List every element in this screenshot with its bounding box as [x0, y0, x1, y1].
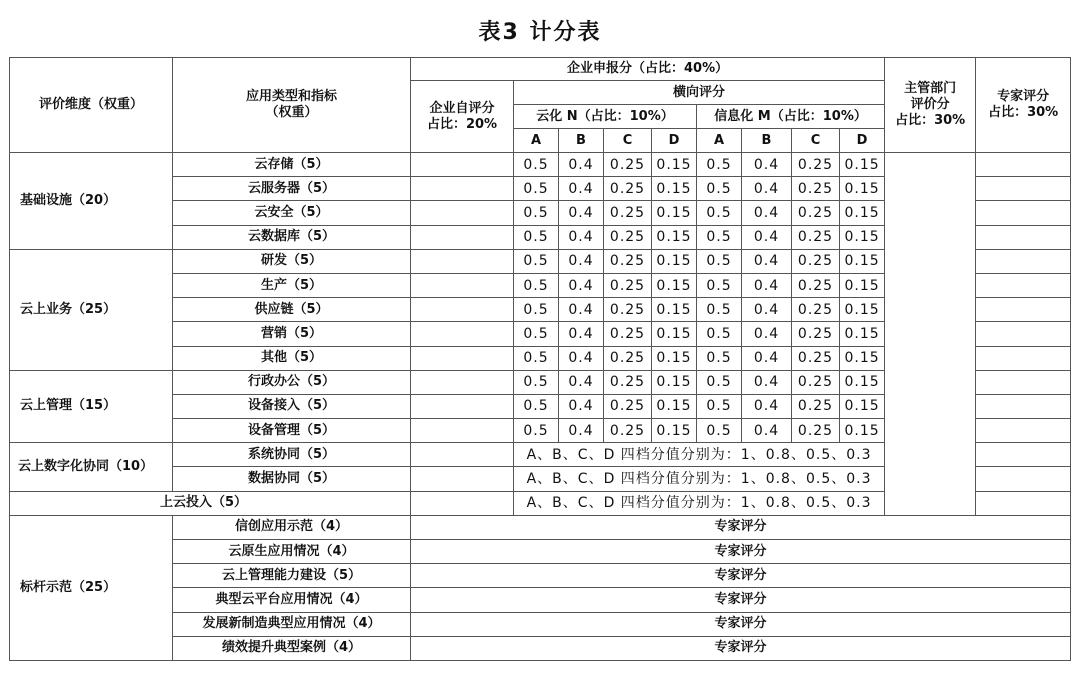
grade-value: 0.15	[840, 201, 885, 225]
self-score-cell	[411, 419, 514, 443]
grade-value: 0.25	[792, 346, 840, 370]
expert-score-cell: 专家评分	[411, 612, 1071, 636]
grade-value: 0.25	[792, 298, 840, 322]
header-self-score	[411, 81, 514, 153]
grade-value: 0.5	[697, 370, 742, 394]
grade-letter: C	[604, 129, 652, 153]
grade-value: 0.4	[559, 225, 604, 249]
header-expert-score	[976, 58, 1071, 153]
grade-value: 0.5	[514, 394, 559, 418]
grade-value: 0.4	[742, 153, 792, 177]
indicator-cell: 设备接入（5）	[173, 394, 411, 418]
expert-blank-cell	[976, 249, 1071, 273]
indicator-cell: 数据协同（5）	[173, 467, 411, 491]
self-score-cell	[411, 467, 514, 491]
header-dept-score	[885, 58, 976, 153]
grade-letter: D	[652, 129, 697, 153]
grade-value: 0.15	[652, 322, 697, 346]
grade-value: 0.5	[697, 153, 742, 177]
grade-value: 0.15	[840, 298, 885, 322]
grade-value: 0.15	[840, 153, 885, 177]
indicator-cell: 云原生应用情况（4）	[173, 540, 411, 564]
header-info: 信息化 M（占比：10%）	[697, 105, 885, 129]
expert-score-cell: 专家评分	[411, 515, 1071, 539]
self-score-cell	[411, 370, 514, 394]
grade-value: 0.4	[559, 346, 604, 370]
self-score-cell	[411, 443, 514, 467]
header-app-type-line1: 应用类型和指标	[245, 89, 337, 104]
grade-value: 0.15	[840, 273, 885, 297]
header-cloud: 云化 N（占比：10%）	[514, 105, 697, 129]
grade-value: 0.4	[742, 225, 792, 249]
indicator-cell: 云服务器（5）	[173, 177, 411, 201]
indicator-cell: 研发（5）	[173, 249, 411, 273]
expert-blank-cell	[976, 467, 1071, 491]
header-expert-line1: 专家评分	[997, 89, 1050, 104]
grade-value: 0.5	[514, 322, 559, 346]
expert-score-cell: 专家评分	[411, 564, 1071, 588]
grade-value: 0.4	[559, 419, 604, 443]
grade-value: 0.4	[742, 419, 792, 443]
rate-note: A、B、C、D 四档分值分别为：1、0.8、0.5、0.3	[514, 443, 885, 467]
self-score-cell	[411, 322, 514, 346]
dept-score-cell	[885, 153, 976, 516]
header-expert-line2: 占比：30%	[988, 105, 1059, 120]
expert-blank-cell	[976, 298, 1071, 322]
grade-value: 0.5	[514, 298, 559, 322]
expert-blank-cell	[976, 394, 1071, 418]
header-dept-line1: 主管部门	[904, 81, 957, 96]
grade-value: 0.25	[604, 346, 652, 370]
dimension-investment: 上云投入（5）	[10, 491, 411, 515]
self-score-cell	[411, 346, 514, 370]
indicator-cell: 行政办公（5）	[173, 370, 411, 394]
page-title: 表3 计分表	[478, 20, 602, 45]
grade-value: 0.25	[604, 249, 652, 273]
expert-blank-cell	[976, 225, 1071, 249]
grade-letter: B	[559, 129, 604, 153]
grade-letter: D	[840, 129, 885, 153]
grade-value: 0.25	[792, 249, 840, 273]
header-self-line1: 企业自评分	[429, 100, 495, 116]
grade-value: 0.15	[840, 394, 885, 418]
grade-value: 0.15	[840, 249, 885, 273]
header-app-type-line2: （权重）	[265, 105, 318, 120]
grade-value: 0.25	[604, 370, 652, 394]
grade-value: 0.5	[514, 249, 559, 273]
grade-value: 0.25	[604, 394, 652, 418]
grade-value: 0.5	[697, 322, 742, 346]
self-score-cell	[411, 298, 514, 322]
grade-value: 0.15	[652, 177, 697, 201]
grade-value: 0.15	[652, 370, 697, 394]
grade-value: 0.4	[742, 394, 792, 418]
grade-value: 0.25	[604, 298, 652, 322]
grade-value: 0.25	[604, 177, 652, 201]
grade-value: 0.25	[604, 225, 652, 249]
grade-value: 0.15	[652, 394, 697, 418]
dimension-collab: 云上数字化协同（10）	[10, 443, 173, 491]
grade-value: 0.4	[559, 370, 604, 394]
grade-value: 0.5	[697, 249, 742, 273]
header-dept-line2: 评价分	[910, 97, 950, 112]
indicator-cell: 信创应用示范（4）	[173, 515, 411, 539]
dimension-benchmark: 标杆示范（25）	[10, 515, 173, 660]
grade-value: 0.5	[697, 225, 742, 249]
grade-value: 0.15	[652, 346, 697, 370]
indicator-cell: 营销（5）	[173, 322, 411, 346]
grade-value: 0.5	[514, 201, 559, 225]
grade-value: 0.4	[559, 273, 604, 297]
indicator-cell: 典型云平台应用情况（4）	[173, 588, 411, 612]
indicator-cell: 设备管理（5）	[173, 419, 411, 443]
rate-note: A、B、C、D 四档分值分别为：1、0.8、0.5、0.3	[514, 491, 885, 515]
header-app-type	[173, 58, 411, 153]
indicator-cell: 云上管理能力建设（5）	[173, 564, 411, 588]
grade-value: 0.25	[792, 177, 840, 201]
grade-value: 0.25	[604, 419, 652, 443]
self-score-cell	[411, 394, 514, 418]
expert-blank-cell	[976, 419, 1071, 443]
grade-value: 0.15	[840, 322, 885, 346]
grade-value: 0.4	[559, 249, 604, 273]
indicator-cell: 生产（5）	[173, 273, 411, 297]
grade-value: 0.25	[604, 153, 652, 177]
indicator-cell: 云存储（5）	[173, 153, 411, 177]
grade-value: 0.5	[697, 298, 742, 322]
expert-blank-cell	[976, 201, 1071, 225]
grade-value: 0.15	[652, 419, 697, 443]
grade-value: 0.15	[840, 419, 885, 443]
expert-blank-cell	[976, 346, 1071, 370]
grade-value: 0.4	[742, 273, 792, 297]
grade-value: 0.25	[792, 419, 840, 443]
grade-value: 0.4	[742, 298, 792, 322]
expert-blank-cell	[976, 491, 1071, 515]
grade-value: 0.25	[792, 370, 840, 394]
grade-value: 0.4	[559, 177, 604, 201]
grade-value: 0.5	[514, 177, 559, 201]
dimension-infra: 基础设施（20）	[10, 153, 173, 250]
grade-value: 0.5	[697, 201, 742, 225]
dimension-management: 云上管理（15）	[10, 370, 173, 443]
expert-blank-cell	[976, 322, 1071, 346]
grade-value: 0.4	[559, 322, 604, 346]
grade-value: 0.25	[604, 273, 652, 297]
grade-value: 0.5	[697, 346, 742, 370]
grade-value: 0.25	[792, 153, 840, 177]
grade-value: 0.15	[652, 201, 697, 225]
grade-value: 0.5	[697, 177, 742, 201]
grade-letter: B	[742, 129, 792, 153]
indicator-cell: 供应链（5）	[173, 298, 411, 322]
grade-value: 0.15	[652, 153, 697, 177]
indicator-cell: 发展新制造典型应用情况（4）	[173, 612, 411, 636]
expert-score-cell: 专家评分	[411, 540, 1071, 564]
header-enterprise-report: 企业申报分（占比：40%）	[411, 58, 885, 81]
grade-value: 0.4	[742, 370, 792, 394]
indicator-cell: 云安全（5）	[173, 201, 411, 225]
grade-value: 0.5	[514, 419, 559, 443]
grade-value: 0.15	[652, 249, 697, 273]
expert-blank-cell	[976, 177, 1071, 201]
header-self-line2: 占比：20%	[426, 116, 498, 132]
self-score-cell	[411, 225, 514, 249]
grade-value: 0.25	[792, 201, 840, 225]
grade-value: 0.5	[697, 394, 742, 418]
grade-value: 0.5	[697, 419, 742, 443]
grade-value: 0.4	[559, 153, 604, 177]
indicator-cell: 绩效提升典型案例（4）	[173, 636, 411, 660]
grade-letter: A	[697, 129, 742, 153]
grade-value: 0.15	[652, 273, 697, 297]
self-score-cell	[411, 153, 514, 177]
grade-value: 0.4	[559, 201, 604, 225]
grade-value: 0.5	[514, 346, 559, 370]
grade-value: 0.5	[697, 273, 742, 297]
grade-value: 0.25	[792, 225, 840, 249]
self-score-cell	[411, 201, 514, 225]
dimension-business: 云上业务（25）	[10, 249, 173, 370]
grade-value: 0.4	[559, 394, 604, 418]
grade-value: 0.4	[742, 201, 792, 225]
grade-value: 0.5	[514, 225, 559, 249]
expert-blank-cell	[976, 370, 1071, 394]
score-table	[9, 57, 1071, 661]
self-score-cell	[411, 177, 514, 201]
grade-value: 0.25	[604, 322, 652, 346]
header-horizontal: 横向评分	[514, 81, 885, 105]
grade-value: 0.4	[742, 249, 792, 273]
indicator-cell: 云数据库（5）	[173, 225, 411, 249]
grade-value: 0.25	[792, 394, 840, 418]
grade-value: 0.25	[792, 322, 840, 346]
header-dimension: 评价维度（权重）	[10, 58, 173, 153]
self-score-cell	[411, 273, 514, 297]
grade-value: 0.5	[514, 153, 559, 177]
grade-value: 0.25	[792, 273, 840, 297]
indicator-cell: 系统协同（5）	[173, 443, 411, 467]
grade-value: 0.15	[652, 298, 697, 322]
header-dept-line3: 占比：30%	[895, 113, 966, 128]
self-score-cell	[411, 491, 514, 515]
grade-letter: A	[514, 129, 559, 153]
grade-value: 0.15	[840, 177, 885, 201]
expert-blank-cell	[976, 273, 1071, 297]
grade-value: 0.4	[742, 346, 792, 370]
grade-value: 0.15	[652, 225, 697, 249]
grade-value: 0.15	[840, 370, 885, 394]
expert-blank-cell	[976, 153, 1071, 177]
grade-value: 0.25	[604, 201, 652, 225]
expert-score-cell: 专家评分	[411, 636, 1071, 660]
expert-blank-cell	[976, 443, 1071, 467]
grade-value: 0.5	[514, 273, 559, 297]
grade-value: 0.4	[559, 298, 604, 322]
indicator-cell: 其他（5）	[173, 346, 411, 370]
grade-value: 0.15	[840, 346, 885, 370]
rate-note: A、B、C、D 四档分值分别为：1、0.8、0.5、0.3	[514, 467, 885, 491]
grade-value: 0.5	[514, 370, 559, 394]
grade-value: 0.15	[840, 225, 885, 249]
grade-letter: C	[792, 129, 840, 153]
grade-value: 0.4	[742, 177, 792, 201]
self-score-cell	[411, 249, 514, 273]
grade-value: 0.4	[742, 322, 792, 346]
expert-score-cell: 专家评分	[411, 588, 1071, 612]
